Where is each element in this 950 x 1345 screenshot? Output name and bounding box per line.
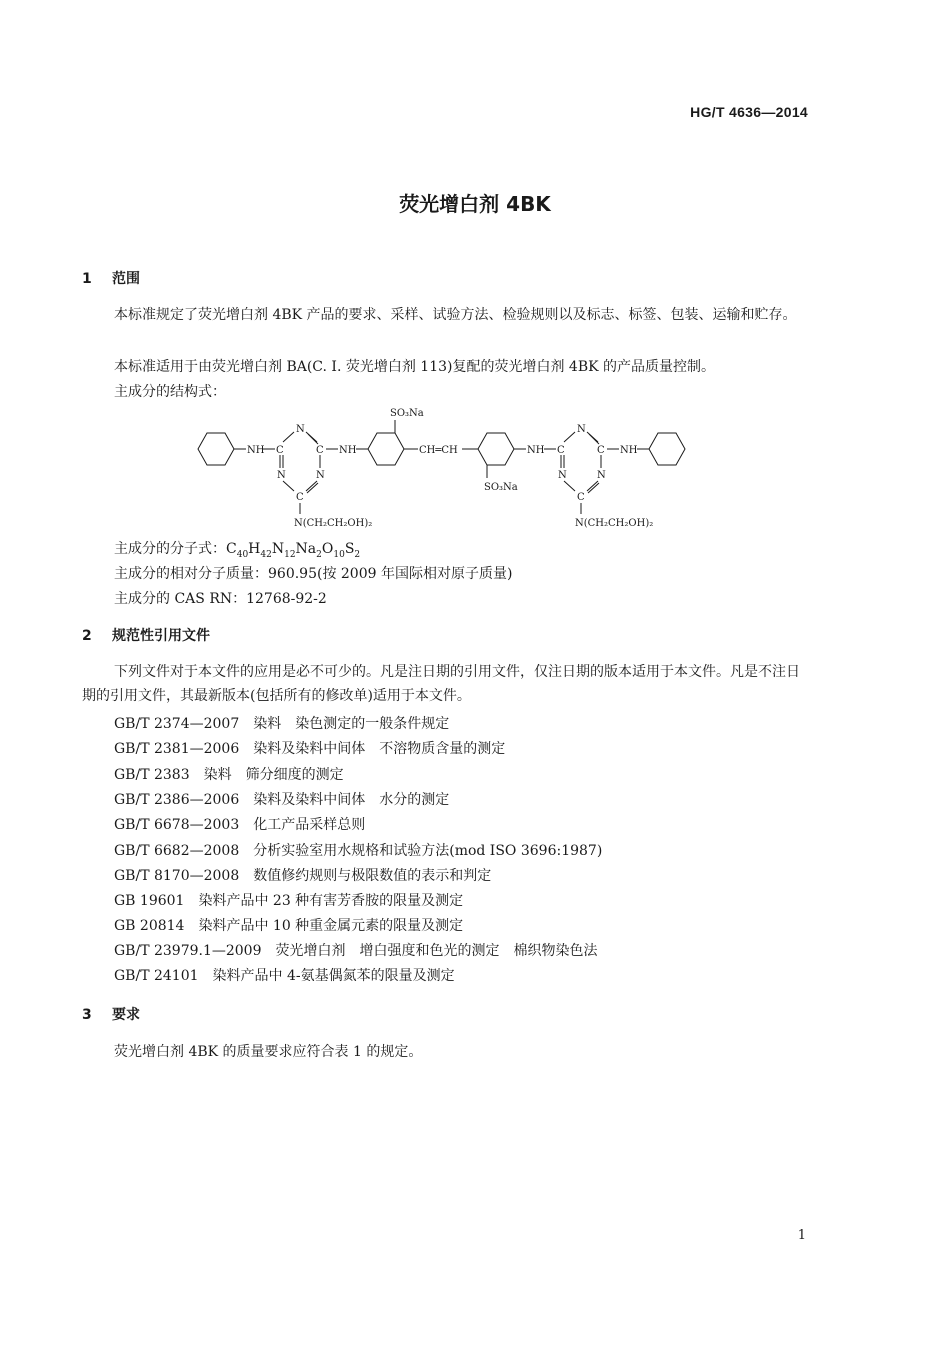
c-triazine-left-a: C xyxy=(276,445,284,456)
reference-item: GB/T 2381—2006 染料及染料中间体 不溶物质含量的测定 xyxy=(114,741,506,757)
section-title: 范围 xyxy=(112,271,140,287)
section-3-heading xyxy=(82,1004,140,1024)
n-triazine-right-br: N xyxy=(597,470,606,481)
structure-label: 主成分的结构式： xyxy=(114,384,226,400)
structural-formula xyxy=(190,402,710,534)
section-title: 规范性引用文件 xyxy=(112,628,210,644)
formula-label: 主成分的分子式： xyxy=(114,541,226,557)
standard-code: HG/T 4636—2014 xyxy=(690,104,808,120)
nh-left-outer: NH xyxy=(247,445,265,456)
requirements-paragraph: 荧光增白剂 4BK 的质量要求应符合表 1 的规定。 xyxy=(114,1044,423,1060)
section-1-heading xyxy=(82,268,140,288)
stilbene-ring-left xyxy=(368,433,404,465)
so3na-bottom: SO₃Na xyxy=(484,482,518,493)
stilbene-ring-right xyxy=(478,433,514,465)
left-phenyl-ring xyxy=(198,433,234,465)
c-triazine-left-b: C xyxy=(316,445,324,456)
c-triazine-right-bottom: C xyxy=(577,492,585,503)
nh-left-inner: NH xyxy=(339,445,357,456)
scope-paragraph-1: 本标准规定了荧光增白剂 4BK 产品的要求、采样、试验方法、检验规则以及标志、标签、包装、运输和贮存。 xyxy=(114,307,797,323)
reference-item: GB/T 6682—2008 分析实验室用水规格和试验方法(mod ISO 3696:1987) xyxy=(114,843,603,859)
amine-left: N(CH₂CH₂OH)₂ xyxy=(294,518,373,529)
n-triazine-left-bl: N xyxy=(277,470,286,481)
page-number: 1 xyxy=(797,1228,806,1243)
amine-right: N(CH₂CH₂OH)₂ xyxy=(575,518,654,529)
n-triazine-right-bl: N xyxy=(558,470,567,481)
n-triazine-left-top: N xyxy=(296,424,305,435)
reference-item: GB/T 2383 染料 筛分细度的测定 xyxy=(114,767,344,783)
molecular-mass: 主成分的相对分子质量：960.95(按 2009 年国际相对原子质量) xyxy=(114,566,513,582)
c-triazine-right-b: C xyxy=(597,445,605,456)
document-title: 荧光增白剂 4BK xyxy=(399,192,551,216)
n-triazine-right-top: N xyxy=(577,424,586,435)
c-triazine-right-a: C xyxy=(557,445,565,456)
scope-paragraph-2: 本标准适用于由荧光增白剂 BA(C. I. 荧光增白剂 113)复配的荧光增白剂 4BK 的产品质量控制。 xyxy=(114,359,716,375)
so3na-top: SO₃Na xyxy=(390,408,424,419)
right-phenyl-ring xyxy=(649,433,685,465)
reference-item: GB/T 24101 染料产品中 4-氨基偶氮苯的限量及测定 xyxy=(114,968,455,984)
reference-item: GB/T 23979.1—2009 荧光增白剂 增白强度和色光的测定 棉织物染色法 xyxy=(114,943,598,959)
section-2-heading xyxy=(82,625,210,645)
reference-item: GB/T 2374—2007 染料 染色测定的一般条件规定 xyxy=(114,716,450,732)
section-number: 3 xyxy=(82,1007,92,1023)
section-title: 要求 xyxy=(112,1007,140,1023)
reference-item: GB 20814 染料产品中 10 种重金属元素的限量及测定 xyxy=(114,918,464,934)
n-triazine-left-br: N xyxy=(316,470,325,481)
molecular-formula: 主成分的分子式：$C_{40}H_{42}N_{12}Na_2O_{10}S_2$ xyxy=(114,541,361,560)
section-number: 2 xyxy=(82,628,92,644)
references-intro: 下列文件对于本文件的应用是必不可少的。凡是注日期的引用文件，仅注日期的版本适用于本文件。凡是不注日期的引用文件，其最新版本(包括所有的修改单)适用于本文件。 xyxy=(82,664,800,704)
reference-item: GB/T 2386—2006 染料及染料中间体 水分的测定 xyxy=(114,792,450,808)
reference-item: GB/T 8170—2008 数值修约规则与极限数值的表示和判定 xyxy=(114,868,492,884)
reference-item: GB 19601 染料产品中 23 种有害芳香胺的限量及测定 xyxy=(114,893,464,909)
cas-number: 主成分的 CAS RN：12768-92-2 xyxy=(114,591,327,607)
nh-right-outer: NH xyxy=(620,445,638,456)
vinylene: CH═CH xyxy=(419,445,458,456)
section-number: 1 xyxy=(82,271,92,287)
nh-right-inner: NH xyxy=(527,445,545,456)
reference-item: GB/T 6678—2003 化工产品采样总则 xyxy=(114,817,366,833)
c-triazine-left-bottom: C xyxy=(296,492,304,503)
